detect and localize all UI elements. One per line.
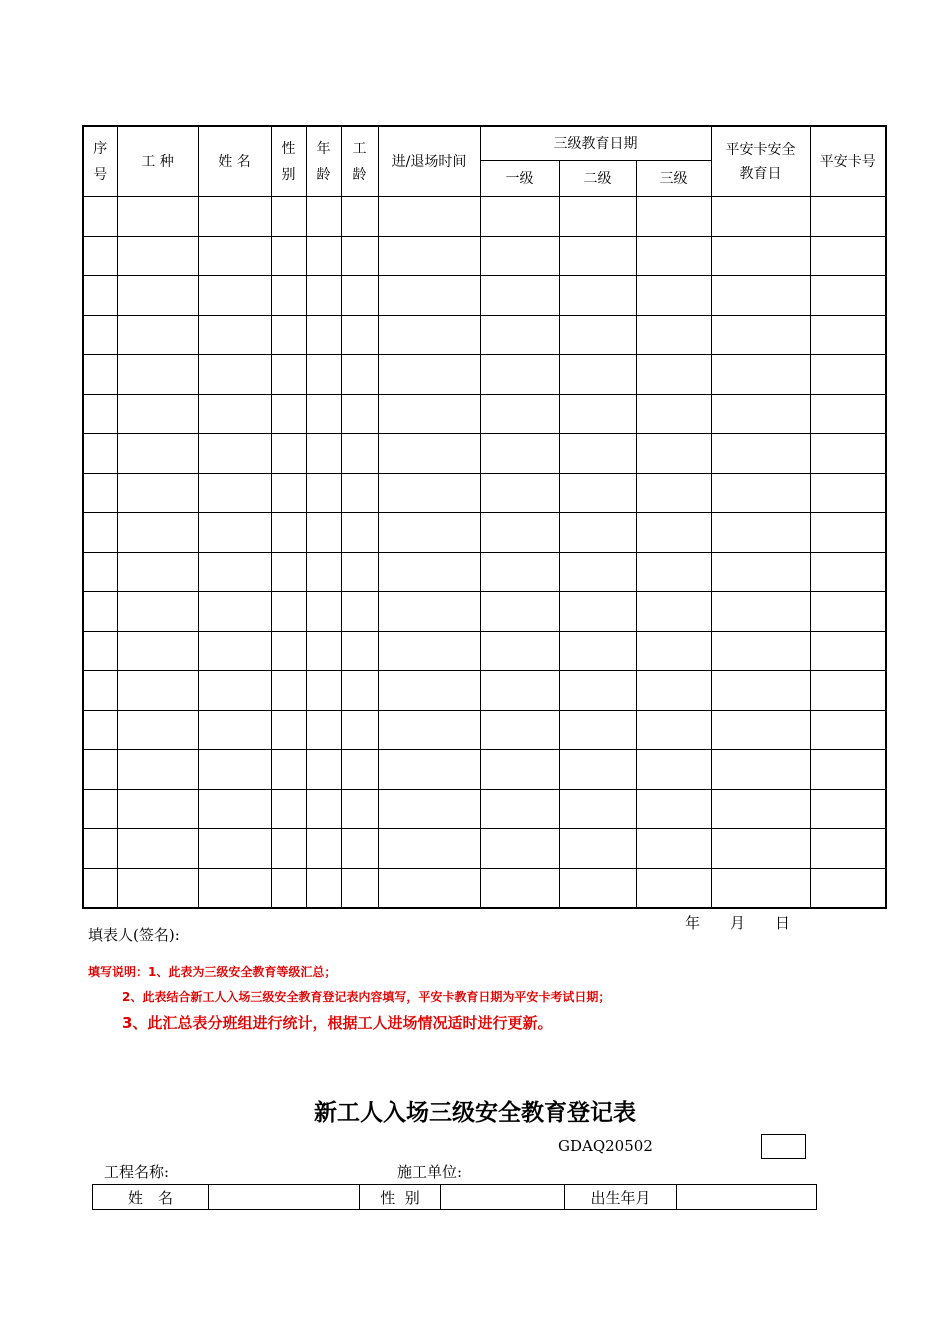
table-cell[interactable] <box>83 355 117 395</box>
table-cell[interactable] <box>378 789 480 829</box>
table-cell[interactable] <box>711 513 810 553</box>
table-cell[interactable] <box>117 513 198 553</box>
table-cell[interactable] <box>559 868 636 908</box>
table-cell[interactable] <box>636 750 711 790</box>
table-cell[interactable] <box>378 829 480 869</box>
table-cell[interactable] <box>559 631 636 671</box>
table-cell[interactable] <box>83 197 117 237</box>
header-trade: 工 种 <box>117 126 198 197</box>
table-cell[interactable] <box>378 434 480 474</box>
table-cell[interactable] <box>378 671 480 711</box>
table-cell[interactable] <box>83 750 117 790</box>
table-row <box>83 355 886 395</box>
table-cell[interactable] <box>198 552 271 592</box>
table-cell[interactable] <box>198 789 271 829</box>
table-cell[interactable] <box>198 631 271 671</box>
table-cell[interactable] <box>83 868 117 908</box>
table-cell[interactable] <box>378 868 480 908</box>
table-cell[interactable] <box>341 276 378 316</box>
table-cell[interactable] <box>271 434 306 474</box>
header-level3: 三级 <box>636 161 711 197</box>
table-cell[interactable] <box>306 473 341 513</box>
table-cell[interactable] <box>83 789 117 829</box>
table-cell[interactable] <box>271 236 306 276</box>
table-cell[interactable] <box>306 197 341 237</box>
table-cell[interactable] <box>810 355 886 395</box>
table-cell[interactable] <box>378 552 480 592</box>
table-cell[interactable] <box>711 671 810 711</box>
table-cell[interactable] <box>636 236 711 276</box>
table-cell[interactable] <box>559 315 636 355</box>
note-line-2: 2、此表结合新工人入场三级安全教育登记表内容填写，平安卡教育日期为平安卡考试日期； <box>122 990 611 1004</box>
table-cell[interactable] <box>480 197 559 237</box>
table-cell[interactable] <box>117 789 198 829</box>
worker-info-table <box>92 1184 817 1210</box>
table-cell[interactable] <box>559 236 636 276</box>
table-cell[interactable] <box>480 552 559 592</box>
table-cell[interactable] <box>810 394 886 434</box>
table-cell[interactable] <box>378 236 480 276</box>
table-cell[interactable] <box>810 197 886 237</box>
table-cell[interactable] <box>480 829 559 869</box>
table-cell[interactable] <box>810 868 886 908</box>
table-cell[interactable] <box>306 276 341 316</box>
table-cell[interactable] <box>117 236 198 276</box>
table-cell[interactable] <box>198 197 271 237</box>
table-cell[interactable] <box>117 276 198 316</box>
header-level1: 一级 <box>480 161 559 197</box>
table-cell[interactable] <box>306 355 341 395</box>
code-box[interactable] <box>761 1134 806 1159</box>
table-cell[interactable] <box>378 473 480 513</box>
table-cell[interactable] <box>271 789 306 829</box>
table-cell[interactable] <box>117 671 198 711</box>
table-row <box>83 868 886 908</box>
table-cell[interactable] <box>636 789 711 829</box>
table-cell[interactable] <box>271 315 306 355</box>
table-cell[interactable] <box>271 513 306 553</box>
table-cell[interactable] <box>198 315 271 355</box>
table-cell[interactable] <box>711 868 810 908</box>
table-row <box>83 829 886 869</box>
table-cell[interactable] <box>341 592 378 632</box>
table-cell[interactable] <box>198 236 271 276</box>
table-cell[interactable] <box>306 236 341 276</box>
table-cell[interactable] <box>271 868 306 908</box>
table-cell[interactable] <box>306 829 341 869</box>
table-cell[interactable] <box>83 552 117 592</box>
gender-field[interactable] <box>441 1185 565 1210</box>
table-cell[interactable] <box>559 552 636 592</box>
table-cell[interactable] <box>117 394 198 434</box>
table-cell[interactable] <box>378 276 480 316</box>
table-cell[interactable] <box>810 276 886 316</box>
table-cell[interactable] <box>810 631 886 671</box>
table-cell[interactable] <box>306 868 341 908</box>
table-cell[interactable] <box>711 829 810 869</box>
table-cell[interactable] <box>378 750 480 790</box>
birth-label: 出生年月 <box>565 1185 677 1210</box>
table-cell[interactable] <box>341 236 378 276</box>
table-cell[interactable] <box>271 671 306 711</box>
table-cell[interactable] <box>378 315 480 355</box>
table-cell[interactable] <box>711 552 810 592</box>
table-cell[interactable] <box>636 671 711 711</box>
table-cell[interactable] <box>341 750 378 790</box>
table-cell[interactable] <box>271 631 306 671</box>
table-cell[interactable] <box>198 355 271 395</box>
table-cell[interactable] <box>711 315 810 355</box>
table-row <box>83 710 886 750</box>
table-cell[interactable] <box>83 631 117 671</box>
table-row <box>83 394 886 434</box>
table-cell[interactable] <box>271 710 306 750</box>
table-cell[interactable] <box>559 473 636 513</box>
table-cell[interactable] <box>636 355 711 395</box>
table-cell[interactable] <box>341 829 378 869</box>
table-cell[interactable] <box>117 197 198 237</box>
table-cell[interactable] <box>559 197 636 237</box>
table-cell[interactable] <box>341 631 378 671</box>
table-cell[interactable] <box>198 671 271 711</box>
table-cell[interactable] <box>711 236 810 276</box>
table-cell[interactable] <box>341 552 378 592</box>
table-cell[interactable] <box>306 750 341 790</box>
table-cell[interactable] <box>636 592 711 632</box>
table-cell[interactable] <box>198 513 271 553</box>
table-cell[interactable] <box>198 710 271 750</box>
table-cell[interactable] <box>306 789 341 829</box>
header-level2: 二级 <box>559 161 636 197</box>
table-cell[interactable] <box>480 789 559 829</box>
table-cell[interactable] <box>636 394 711 434</box>
table-cell[interactable] <box>711 276 810 316</box>
table-row <box>83 197 886 237</box>
table-cell[interactable] <box>480 710 559 750</box>
table-cell[interactable] <box>271 473 306 513</box>
table-cell[interactable] <box>198 829 271 869</box>
table-cell[interactable] <box>559 355 636 395</box>
table-cell[interactable] <box>271 276 306 316</box>
table-cell[interactable] <box>306 513 341 553</box>
table-row <box>83 473 886 513</box>
table-cell[interactable] <box>83 513 117 553</box>
table-cell[interactable] <box>83 394 117 434</box>
table-row <box>83 750 886 790</box>
header-safe-card-date: 平安卡安全教育日 <box>711 126 810 197</box>
table-cell[interactable] <box>117 355 198 395</box>
table-cell[interactable] <box>810 750 886 790</box>
table-cell[interactable] <box>306 592 341 632</box>
table-cell[interactable] <box>117 592 198 632</box>
table-cell[interactable] <box>711 710 810 750</box>
table-cell[interactable] <box>198 276 271 316</box>
table-cell[interactable] <box>810 710 886 750</box>
table-row <box>83 631 886 671</box>
table-cell[interactable] <box>198 592 271 632</box>
filler-label: 填表人(签名): <box>88 926 180 944</box>
table-cell[interactable] <box>810 236 886 276</box>
header-name: 姓 名 <box>198 126 271 197</box>
note-line-1: 填写说明：1、此表为三级安全教育等级汇总； <box>88 965 337 979</box>
table-cell[interactable] <box>117 552 198 592</box>
table-cell[interactable] <box>378 710 480 750</box>
form-title: 新工人入场三级安全教育登记表 <box>314 1099 636 1126</box>
table-cell[interactable] <box>378 197 480 237</box>
table-cell[interactable] <box>480 473 559 513</box>
table-cell[interactable] <box>810 789 886 829</box>
header-safe-card-no: 平安卡号 <box>810 126 886 197</box>
table-cell[interactable] <box>810 513 886 553</box>
table-row <box>83 592 886 632</box>
table-cell[interactable] <box>83 710 117 750</box>
table-cell[interactable] <box>341 789 378 829</box>
table-cell[interactable] <box>117 434 198 474</box>
table-cell[interactable] <box>636 513 711 553</box>
name-label: 姓 名 <box>93 1185 209 1210</box>
form-code: GDAQ20502 <box>558 1137 653 1155</box>
table-cell[interactable] <box>480 236 559 276</box>
table-cell[interactable] <box>117 710 198 750</box>
table-row <box>83 236 886 276</box>
table-cell[interactable] <box>480 394 559 434</box>
table-cell[interactable] <box>810 434 886 474</box>
table-cell[interactable] <box>198 434 271 474</box>
table-cell[interactable] <box>306 434 341 474</box>
table-cell[interactable] <box>559 592 636 632</box>
table-row <box>83 434 886 474</box>
table-cell[interactable] <box>711 394 810 434</box>
table-cell[interactable] <box>198 750 271 790</box>
table-cell[interactable] <box>636 868 711 908</box>
table-cell[interactable] <box>810 592 886 632</box>
table-cell[interactable] <box>83 434 117 474</box>
table-cell[interactable] <box>559 276 636 316</box>
table-cell[interactable] <box>559 394 636 434</box>
table-cell[interactable] <box>341 197 378 237</box>
header-gender: 性别 <box>271 126 306 197</box>
table-cell[interactable] <box>711 473 810 513</box>
table-cell[interactable] <box>480 750 559 790</box>
table-row <box>83 513 886 553</box>
table-cell[interactable] <box>636 829 711 869</box>
table-cell[interactable] <box>341 473 378 513</box>
table-cell[interactable] <box>198 473 271 513</box>
table-cell[interactable] <box>810 473 886 513</box>
table-cell[interactable] <box>198 394 271 434</box>
table-cell[interactable] <box>306 671 341 711</box>
project-name-label: 工程名称: <box>104 1163 170 1181</box>
table-cell[interactable] <box>341 315 378 355</box>
table-cell[interactable] <box>378 592 480 632</box>
table-cell[interactable] <box>341 513 378 553</box>
table-cell[interactable] <box>341 355 378 395</box>
table-cell[interactable] <box>636 552 711 592</box>
table-cell[interactable] <box>83 315 117 355</box>
table-cell[interactable] <box>341 671 378 711</box>
table-cell[interactable] <box>480 434 559 474</box>
table-cell[interactable] <box>480 315 559 355</box>
header-age: 年龄 <box>306 126 341 197</box>
table-cell[interactable] <box>271 552 306 592</box>
table-row <box>83 789 886 829</box>
table-cell[interactable] <box>636 473 711 513</box>
table-cell[interactable] <box>636 631 711 671</box>
table-cell[interactable] <box>480 592 559 632</box>
table-cell[interactable] <box>559 829 636 869</box>
table-cell[interactable] <box>480 355 559 395</box>
table-cell[interactable] <box>711 750 810 790</box>
table-cell[interactable] <box>559 434 636 474</box>
table-cell[interactable] <box>117 315 198 355</box>
table-row <box>83 552 886 592</box>
table-cell[interactable] <box>480 868 559 908</box>
construction-unit-label: 施工单位: <box>397 1163 463 1181</box>
header-seq: 序号 <box>83 126 117 197</box>
table-cell[interactable] <box>810 671 886 711</box>
table-cell[interactable] <box>117 473 198 513</box>
table-cell[interactable] <box>559 513 636 553</box>
table-cell[interactable] <box>636 276 711 316</box>
table-cell[interactable] <box>83 829 117 869</box>
table-cell[interactable] <box>810 552 886 592</box>
table-cell[interactable] <box>83 671 117 711</box>
table-cell[interactable] <box>378 394 480 434</box>
birth-field[interactable] <box>677 1185 817 1210</box>
table-cell[interactable] <box>341 868 378 908</box>
table-cell[interactable] <box>306 315 341 355</box>
note-line-3: 3、此汇总表分班组进行统计，根据工人进场情况适时进行更新。 <box>122 1014 553 1032</box>
table-cell[interactable] <box>271 197 306 237</box>
table-cell[interactable] <box>636 710 711 750</box>
table-cell[interactable] <box>83 276 117 316</box>
table-cell[interactable] <box>271 355 306 395</box>
table-cell[interactable] <box>559 789 636 829</box>
header-work-age: 工龄 <box>341 126 378 197</box>
table-cell[interactable] <box>198 868 271 908</box>
table-cell[interactable] <box>117 631 198 671</box>
table-cell[interactable] <box>117 829 198 869</box>
table-cell[interactable] <box>711 197 810 237</box>
gender-label: 性 别 <box>360 1185 441 1210</box>
table-cell[interactable] <box>306 631 341 671</box>
table-cell[interactable] <box>480 513 559 553</box>
table-cell[interactable] <box>83 236 117 276</box>
table-cell[interactable] <box>306 552 341 592</box>
table-cell[interactable] <box>271 592 306 632</box>
table-cell[interactable] <box>341 394 378 434</box>
table-cell[interactable] <box>378 513 480 553</box>
table-row <box>83 671 886 711</box>
table-cell[interactable] <box>559 750 636 790</box>
table-row <box>83 315 886 355</box>
table-cell[interactable] <box>711 631 810 671</box>
table-cell[interactable] <box>306 710 341 750</box>
table-cell[interactable] <box>341 434 378 474</box>
table-cell[interactable] <box>378 631 480 671</box>
table-cell[interactable] <box>480 276 559 316</box>
table-cell[interactable] <box>711 592 810 632</box>
table-cell[interactable] <box>117 868 198 908</box>
summary-table <box>82 125 887 909</box>
header-edu-dates: 三级教育日期 <box>480 126 711 161</box>
table-cell[interactable] <box>378 355 480 395</box>
table-cell[interactable] <box>341 710 378 750</box>
name-field[interactable] <box>209 1185 360 1210</box>
table-cell[interactable] <box>711 355 810 395</box>
table-cell[interactable] <box>559 671 636 711</box>
table-cell[interactable] <box>83 592 117 632</box>
table-row <box>83 276 886 316</box>
table-cell[interactable] <box>711 434 810 474</box>
table-cell[interactable] <box>636 434 711 474</box>
table-cell[interactable] <box>117 750 198 790</box>
table-cell[interactable] <box>480 631 559 671</box>
date-label: 年 月 日 <box>685 914 791 932</box>
table-cell[interactable] <box>306 394 341 434</box>
table-cell[interactable] <box>636 315 711 355</box>
table-cell[interactable] <box>480 671 559 711</box>
table-cell[interactable] <box>271 394 306 434</box>
table-cell[interactable] <box>271 750 306 790</box>
table-cell[interactable] <box>636 197 711 237</box>
table-cell[interactable] <box>83 473 117 513</box>
table-cell[interactable] <box>711 789 810 829</box>
table-cell[interactable] <box>810 829 886 869</box>
header-in-out-time: 进/退场时间 <box>378 126 480 197</box>
table-cell[interactable] <box>271 829 306 869</box>
table-cell[interactable] <box>559 710 636 750</box>
table-cell[interactable] <box>810 315 886 355</box>
